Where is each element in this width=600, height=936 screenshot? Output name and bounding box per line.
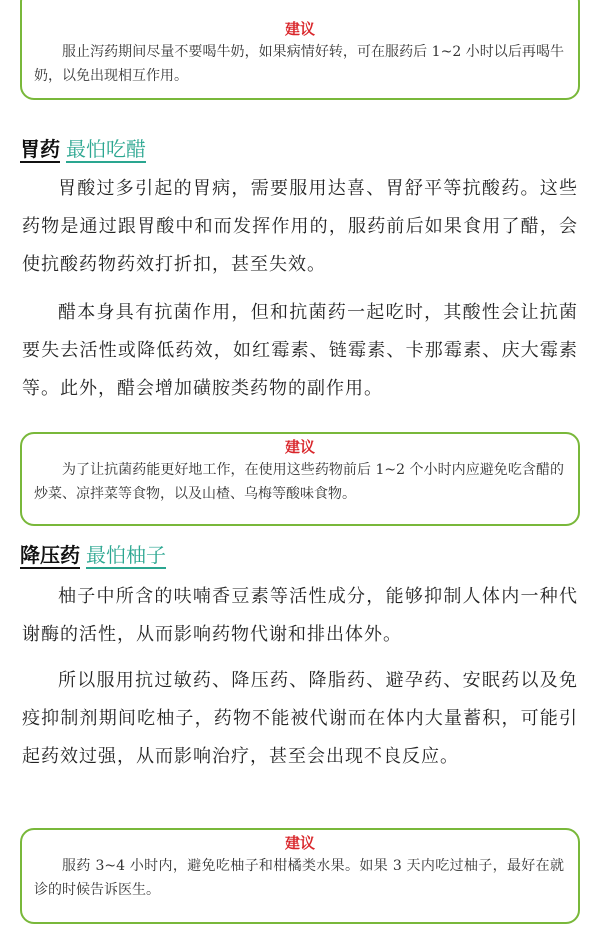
advice-box-3	[20, 828, 580, 924]
drug-name: 降压药	[20, 543, 80, 567]
advice-text: 服止泻药期间尽量不要喝牛奶，如果病情好转，可在服药后 1~2 小时以后再喝牛奶，以免出现相互作用。	[34, 44, 564, 84]
advice-label: 建议	[284, 834, 315, 852]
section-heading-stomach	[20, 136, 146, 162]
paragraph: 柚子中所含的呋喃香豆素等活性成分，能够抑制人体内一种代谢酶的活性，从而影响药物代谢和排出体外。	[22, 586, 578, 645]
paragraph: 所以服用抗过敏药、降压药、降脂药、避孕药、安眠药以及免疫抑制剂期间吃柚子，药物不能被代谢而在体内大量蓄积，可能引起药效过强，从而影响治疗，甚至会出现不良反应。	[22, 670, 578, 767]
advice-label: 建议	[284, 20, 315, 38]
paragraph: 胃酸过多引起的胃病，需要服用达喜、胃舒平等抗酸药。这些药物是通过跟胃酸中和而发挥作用的，服药前后如果食用了醋，会使抗酸药物药效打折扣，甚至失效。	[22, 178, 578, 275]
drug-name: 胃药	[20, 137, 60, 161]
advice-text: 为了让抗菌药能更好地工作，在使用这些药物前后 1~2 个小时内应避免吃含醋的炒菜、凉拌菜等食物，以及山楂、乌梅等酸味食物。	[34, 462, 564, 502]
avoid-item: 最怕吃醋	[66, 137, 146, 161]
advice-box-2	[20, 432, 580, 526]
paragraph: 醋本身具有抗菌作用，但和抗菌药一起吃时，其酸性会让抗菌要失去活性或降低药效，如红霉素、链霉素、卡那霉素、庆大霉素等。此外，醋会增加磺胺类药物的副作用。	[22, 302, 578, 399]
advice-label: 建议	[284, 438, 315, 456]
avoid-item: 最怕柚子	[86, 543, 166, 567]
advice-text: 服药 3~4 小时内，避免吃柚子和柑橘类水果。如果 3 天内吃过柚子，最好在就诊的时候告诉医生。	[34, 858, 564, 898]
advice-box-1	[20, 0, 580, 100]
section-heading-blood-pressure	[20, 542, 166, 568]
